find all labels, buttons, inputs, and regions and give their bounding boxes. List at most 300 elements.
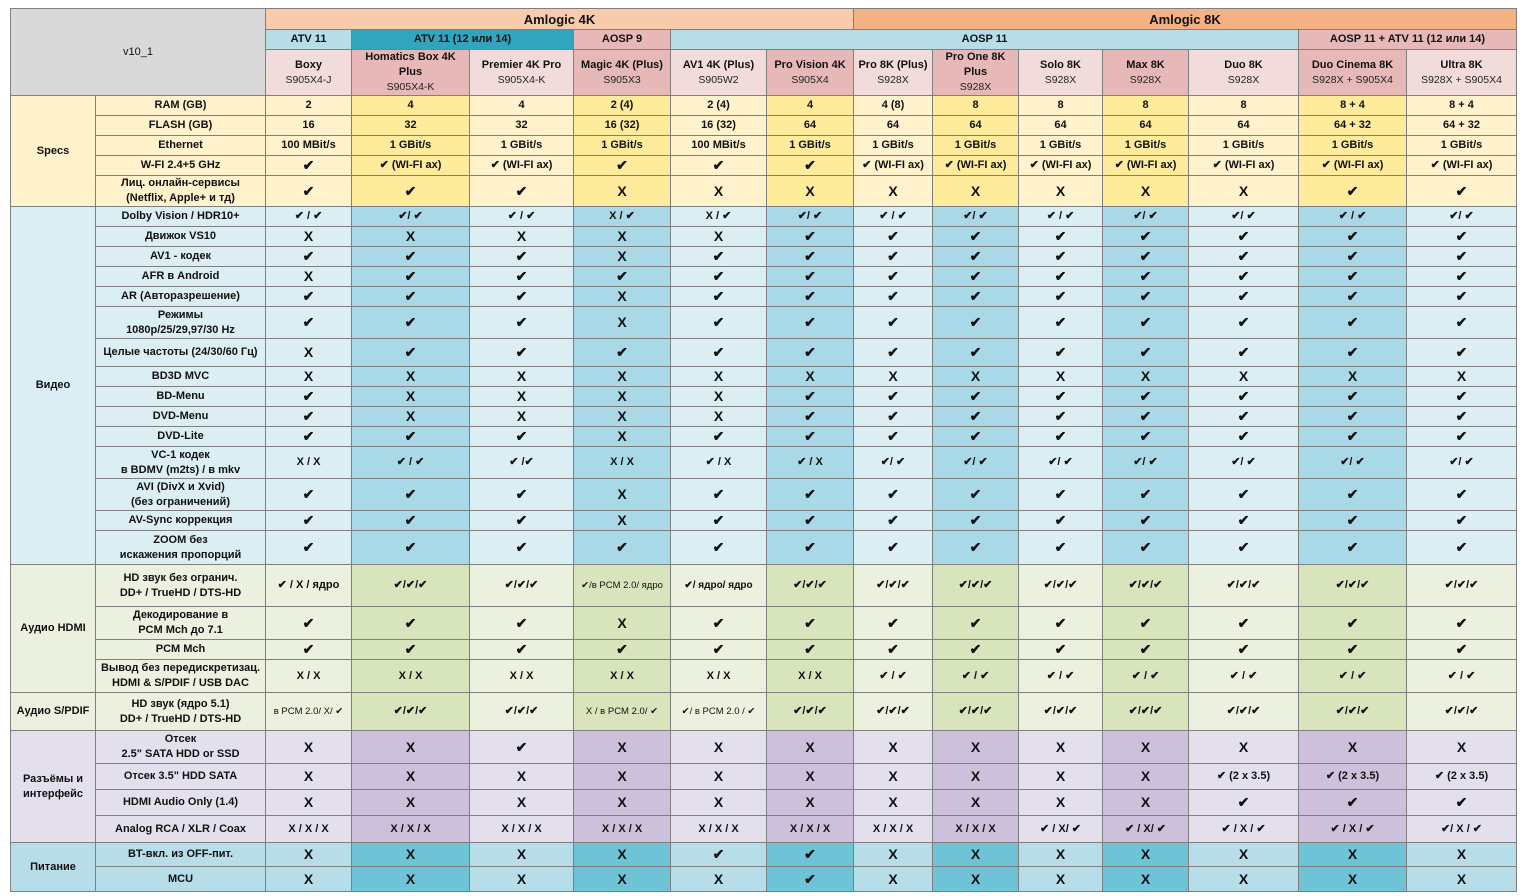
cell-value: ✔ (2 x 3.5) (1407, 764, 1517, 790)
cell-value: ✔ (1407, 427, 1517, 447)
cell-value: X (1103, 731, 1189, 764)
cell-value: X (854, 843, 933, 867)
cell-value: X / ✔ (671, 207, 767, 227)
cell-value: X (1189, 867, 1299, 892)
cell-value: ✔/✔/✔ (470, 693, 574, 731)
cell-value: ✔ (352, 479, 470, 511)
cell-value: 64 + 32 (1407, 116, 1517, 136)
cell-value: ✔ (671, 247, 767, 267)
section-label-audio (11, 565, 96, 693)
cell-value: ✔ (352, 640, 470, 660)
model-header-9 (1103, 50, 1189, 96)
cell-value: ✔ (1019, 227, 1103, 247)
row-label (96, 531, 266, 565)
cell-value: ✔ (1407, 640, 1517, 660)
cell-value: ✔ (1103, 387, 1189, 407)
row-label (96, 790, 266, 816)
cell-value: ✔ (1019, 531, 1103, 565)
cell-value: ✔ (2 x 3.5) (1299, 764, 1407, 790)
model-line2: S928X + S905X4 (1421, 73, 1502, 86)
cell-value: ✔ (1299, 607, 1407, 640)
cell-value: ✔ (470, 307, 574, 339)
cell-value: ✔ (WI-FI ax) (1299, 156, 1407, 176)
cell-value: ✔ (1103, 247, 1189, 267)
cell-value: ✔ (767, 607, 854, 640)
cell-value: ✔/✔/✔ (854, 565, 933, 607)
cell-value: ✔ (1407, 387, 1517, 407)
cell-value: ✔ (1019, 407, 1103, 427)
cell-value: 1 GBit/s (767, 136, 854, 156)
cell-value: X / X / X (671, 816, 767, 843)
cell-value: ✔ (767, 227, 854, 247)
cell-value: ✔ (767, 867, 854, 892)
cell-value: ✔ (767, 287, 854, 307)
cell-value: ✔ (767, 267, 854, 287)
cell-value: ✔ (1189, 607, 1299, 640)
cell-value: 64 (1189, 116, 1299, 136)
cell-value: ✔ / ✔ (1019, 207, 1103, 227)
cell-value: ✔ (1019, 511, 1103, 531)
model-header-3 (574, 50, 671, 96)
cell-value: X / X (574, 447, 671, 479)
cell-value: ✔ / X/ ✔ (1019, 816, 1103, 843)
cell-value: ✔/✔/✔ (352, 693, 470, 731)
row-video (11, 479, 1517, 511)
cell-value: 1 GBit/s (933, 136, 1019, 156)
row-audio (11, 565, 1517, 607)
cell-value: X (574, 227, 671, 247)
cell-value: ✔/✔/✔ (470, 565, 574, 607)
row-label-line1: W-FI 2.4+5 GHz (140, 159, 221, 171)
cell-value: ✔/ ✔ (933, 447, 1019, 479)
model-line2: S905X4-J (285, 73, 332, 86)
cell-value: ✔ (1299, 479, 1407, 511)
row-label-line1: Отсек 3.5" HDD SATA (123, 770, 238, 782)
row-label (96, 136, 266, 156)
cell-value: X (574, 387, 671, 407)
cell-value: X (574, 307, 671, 339)
cell-value: ✔ (767, 531, 854, 565)
cell-value: X (1407, 731, 1517, 764)
row-power (11, 867, 1517, 892)
cell-value: X (1299, 867, 1407, 892)
cell-value: ✔ /✔ (470, 447, 574, 479)
cell-value: ✔ (854, 307, 933, 339)
cell-value: X / X / X (933, 816, 1019, 843)
cell-value: ✔ (574, 531, 671, 565)
cell-value: ✔ (1407, 176, 1517, 207)
cell-value: ✔ (1189, 511, 1299, 531)
model-header-6 (854, 50, 933, 96)
cell-value: ✔ (1299, 407, 1407, 427)
cell-value: 1 GBit/s (1103, 136, 1189, 156)
cell-value: ✔ (854, 339, 933, 367)
cell-value: 4 (470, 96, 574, 116)
cell-value: ✔ (1299, 287, 1407, 307)
cell-value: 4 (352, 96, 470, 116)
row-label (96, 267, 266, 287)
model-header-1 (352, 50, 470, 96)
cell-value: ✔ (470, 247, 574, 267)
cell-value: X (1189, 843, 1299, 867)
cell-value: ✔ (933, 227, 1019, 247)
cell-value: ✔ (1299, 790, 1407, 816)
row-label (96, 479, 266, 511)
row-power (11, 843, 1517, 867)
cell-value: ✔ (1019, 267, 1103, 287)
row-label-line1: FLASH (GB) (148, 119, 213, 131)
cell-value: ✔ (266, 407, 352, 427)
cell-value: ✔ (1189, 640, 1299, 660)
sheet-title-cell (11, 9, 266, 96)
row-label-line1: BD3D MVC (151, 370, 210, 382)
cell-value: ✔ (470, 267, 574, 287)
row-label-line2: HDMI & S/PDIF / USB DAC (112, 677, 249, 689)
cell-value: ✔ (671, 427, 767, 447)
cell-value: ✔ (1189, 247, 1299, 267)
cell-value: ✔ (671, 479, 767, 511)
row-video (11, 511, 1517, 531)
row-label-line1: Движок VS10 (144, 230, 217, 242)
cell-value: ✔/✔/✔ (1103, 565, 1189, 607)
cell-value: ✔ (1103, 607, 1189, 640)
cell-value: X (352, 731, 470, 764)
cell-value: ✔ (266, 511, 352, 531)
group-header: Amlogic 4K (266, 9, 854, 30)
model-header-7 (933, 50, 1019, 96)
row-label (96, 287, 266, 307)
row-label-line2: в BDMV (m2ts) / в mkv (120, 463, 241, 476)
cell-value: X (1019, 367, 1103, 387)
section-label-power (11, 843, 96, 892)
cell-value: ✔ (352, 607, 470, 640)
cell-value: X (470, 367, 574, 387)
cell-value: X (470, 407, 574, 427)
cell-value: X (266, 731, 352, 764)
cell-value: 64 (933, 116, 1019, 136)
row-video (11, 307, 1517, 339)
cell-value: 64 (854, 116, 933, 136)
cell-value: ✔ (854, 640, 933, 660)
cell-value: ✔ (470, 511, 574, 531)
cell-value: ✔ (1299, 427, 1407, 447)
cell-value: X (671, 867, 767, 892)
section-label-line1: Аудио S/PDIF (16, 705, 90, 717)
cell-value: 8 (1103, 96, 1189, 116)
cell-value: ✔ (1103, 339, 1189, 367)
cell-value: ✔ (470, 531, 574, 565)
cell-value: X (574, 867, 671, 892)
cell-value: ✔/✔/✔ (854, 693, 933, 731)
cell-value: X (767, 790, 854, 816)
cell-value: ✔ (470, 731, 574, 764)
cell-value: ✔ (767, 307, 854, 339)
cell-value: ✔ (767, 339, 854, 367)
cell-value: ✔ (1299, 339, 1407, 367)
cell-value: ✔ (266, 640, 352, 660)
row-label-line1: Декодирование в (132, 609, 229, 621)
cell-value: ✔/ ✔ (1407, 207, 1517, 227)
row-label-line1: AR (Авторазрешение) (121, 290, 240, 302)
cell-value: 64 (1019, 116, 1103, 136)
cell-value: ✔ (1019, 640, 1103, 660)
cell-value: ✔ / X (767, 447, 854, 479)
cell-value: ✔ / ✔ (1407, 660, 1517, 693)
cell-value: X (1019, 790, 1103, 816)
cell-value: ✔/✔/✔ (1299, 565, 1407, 607)
cell-value: X (266, 843, 352, 867)
cell-value: ✔ / ✔ (266, 207, 352, 227)
cell-value: ✔ (1299, 267, 1407, 287)
cell-value: ✔ / ✔ (470, 207, 574, 227)
model-line2: S928X + S905X4 (1312, 73, 1393, 86)
cell-value: ✔/✔/✔ (1103, 693, 1189, 731)
row-video (11, 267, 1517, 287)
platform-header: AOSP 11 (671, 30, 1299, 50)
row-audio (11, 607, 1517, 640)
cell-value: X (671, 764, 767, 790)
row-label (96, 693, 266, 731)
section-label-video (11, 207, 96, 565)
cell-value: ✔ (1019, 307, 1103, 339)
cell-value: X (671, 790, 767, 816)
model-line1: AV1 4K (Plus) (682, 58, 755, 71)
model-line1: Homatics Box 4K Plus (365, 51, 456, 78)
cell-value: ✔/✔/✔ (1299, 693, 1407, 731)
cell-value: ✔ (671, 640, 767, 660)
cell-value: 32 (470, 116, 574, 136)
cell-value: ✔ (352, 247, 470, 267)
row-label (96, 96, 266, 116)
cell-value: ✔ (1407, 511, 1517, 531)
row-label (96, 116, 266, 136)
model-line2: S905X4-K (386, 81, 435, 93)
cell-value: X (574, 407, 671, 427)
cell-value: ✔ (470, 479, 574, 511)
model-line1: Pro Vision 4K (774, 58, 846, 71)
cell-value: 8 + 4 (1407, 96, 1517, 116)
cell-value: 4 (8) (854, 96, 933, 116)
cell-value: X (574, 367, 671, 387)
section-label-ports (11, 731, 96, 843)
cell-value: X / в PCM 2.0/ ✔ (574, 693, 671, 731)
row-label-line1: Целые частоты (24/30/60 Гц) (103, 346, 258, 358)
row-label-line1: AVI (DivX и Xvid) (136, 480, 225, 493)
cell-value: X (352, 764, 470, 790)
cell-value: X / X (266, 660, 352, 693)
cell-value: X (1019, 731, 1103, 764)
cell-value: ✔ (1019, 287, 1103, 307)
cell-value: ✔ (352, 176, 470, 207)
cell-value: X (470, 387, 574, 407)
cell-value: 1 GBit/s (854, 136, 933, 156)
cell-value: X (1407, 843, 1517, 867)
cell-value: X (933, 764, 1019, 790)
row-label (96, 387, 266, 407)
cell-value: X (574, 607, 671, 640)
cell-value: ✔ (WI-FI ax) (470, 156, 574, 176)
cell-value: X (671, 227, 767, 247)
cell-value: ✔/ ✔ (352, 207, 470, 227)
cell-value: ✔ (470, 640, 574, 660)
row-label (96, 227, 266, 247)
cell-value: ✔/ ✔ (1019, 447, 1103, 479)
cell-value: ✔ (1189, 407, 1299, 427)
cell-value: ✔ (1407, 287, 1517, 307)
section-label-audio_spdif (11, 693, 96, 731)
cell-value: ✔ (1299, 511, 1407, 531)
cell-value: X (1103, 367, 1189, 387)
cell-value: X (574, 287, 671, 307)
row-label-line1: Ethernet (158, 139, 203, 151)
cell-value: ✔ (1019, 427, 1103, 447)
cell-value: ✔ / ✔ (352, 447, 470, 479)
cell-value: X (352, 407, 470, 427)
cell-value: ✔/✔/✔ (1019, 565, 1103, 607)
cell-value: ✔ (1103, 227, 1189, 247)
row-video (11, 367, 1517, 387)
cell-value: ✔ (266, 287, 352, 307)
cell-value: X (767, 176, 854, 207)
cell-value: X (1019, 764, 1103, 790)
cell-value: X (574, 843, 671, 867)
row-video (11, 227, 1517, 247)
cell-value: X (352, 227, 470, 247)
section-label-line1: Аудио HDMI (20, 622, 86, 634)
cell-value: ✔ (933, 607, 1019, 640)
row-label-line2: (Netflix, Apple+ и тд) (126, 192, 235, 204)
cell-value: ✔ (352, 307, 470, 339)
row-label (96, 156, 266, 176)
model-header-4 (671, 50, 767, 96)
cell-value: ✔/✔/✔ (1189, 565, 1299, 607)
cell-value: ✔ (933, 511, 1019, 531)
cell-value: X (574, 427, 671, 447)
row-label (96, 607, 266, 640)
cell-value: 2 (266, 96, 352, 116)
cell-value: ✔ (767, 407, 854, 427)
cell-value: ✔ (WI-FI ax) (1103, 156, 1189, 176)
cell-value: ✔ (1299, 176, 1407, 207)
row-label-line1: BT-вкл. из OFF-пит. (127, 848, 234, 860)
cell-value: X / ✔ (574, 207, 671, 227)
cell-value: ✔ (854, 427, 933, 447)
cell-value: X (1189, 731, 1299, 764)
cell-value: ✔ (933, 267, 1019, 287)
row-audio (11, 660, 1517, 693)
cell-value: ✔ (1103, 307, 1189, 339)
cell-value: ✔ (767, 387, 854, 407)
platform-header: ATV 11 (12 или 14) (352, 30, 574, 50)
row-video (11, 427, 1517, 447)
row-label (96, 511, 266, 531)
cell-value: ✔ (WI-FI ax) (854, 156, 933, 176)
cell-value: ✔ (1407, 339, 1517, 367)
cell-value: X (671, 731, 767, 764)
model-header-10 (1189, 50, 1299, 96)
cell-value: ✔ (266, 156, 352, 176)
cell-value: ✔ (266, 387, 352, 407)
cell-value: ✔ / X / ✔ (1189, 816, 1299, 843)
cell-value: X (470, 764, 574, 790)
cell-value: X (767, 764, 854, 790)
platform-header: ATV 11 (266, 30, 352, 50)
cell-value: ✔ (1407, 790, 1517, 816)
cell-value: ✔ (767, 640, 854, 660)
section-label-line1: Видео (35, 379, 71, 391)
row-label-line1: Dolby Vision / HDR10+ (121, 210, 240, 222)
cell-value: ✔/ ✔ (854, 447, 933, 479)
model-line1: Ultra 8K (1440, 58, 1483, 71)
cell-value: 2 (4) (574, 96, 671, 116)
cell-value: X (574, 790, 671, 816)
cell-value: X (933, 176, 1019, 207)
cell-value: ✔ / ✔ (854, 660, 933, 693)
cell-value: ✔ (470, 287, 574, 307)
row-label (96, 247, 266, 267)
cell-value: ✔ (1189, 427, 1299, 447)
cell-value: ✔ (1299, 227, 1407, 247)
cell-value: ✔ (767, 247, 854, 267)
cell-value: ✔/✔/✔ (767, 565, 854, 607)
cell-value: X (933, 790, 1019, 816)
cell-value: X (933, 843, 1019, 867)
row-label (96, 867, 266, 892)
cell-value: ✔ (1299, 387, 1407, 407)
cell-value: ✔ (1299, 531, 1407, 565)
cell-value: X (1299, 843, 1407, 867)
cell-value: ✔ (1103, 531, 1189, 565)
cell-value: X (671, 387, 767, 407)
cell-value: ✔ (1407, 267, 1517, 287)
model-header-5 (767, 50, 854, 96)
cell-value: 8 + 4 (1299, 96, 1407, 116)
row-label (96, 176, 266, 207)
cell-value: X / X (266, 447, 352, 479)
cell-value: ✔ (266, 531, 352, 565)
cell-value: ✔ (854, 511, 933, 531)
cell-value: ✔ (352, 531, 470, 565)
row-specs (11, 156, 1517, 176)
row-audio (11, 640, 1517, 660)
cell-value: 4 (767, 96, 854, 116)
row-label-line1: Analog RCA / XLR / Coax (115, 822, 246, 835)
cell-value: ✔ / ✔ (933, 660, 1019, 693)
cell-value: ✔ (1407, 307, 1517, 339)
cell-value: ✔ (WI-FI ax) (933, 156, 1019, 176)
row-label (96, 640, 266, 660)
cell-value: ✔ (1019, 479, 1103, 511)
cell-value: ✔/✔/✔ (1189, 693, 1299, 731)
cell-value: ✔ (1407, 247, 1517, 267)
cell-value: X (1407, 367, 1517, 387)
model-line1: Boxy (295, 58, 322, 71)
model-line1: Max 8K (1126, 58, 1165, 71)
cell-value: ✔ (854, 407, 933, 427)
cell-value: ✔ (574, 156, 671, 176)
model-line2: S905X3 (603, 73, 641, 86)
model-line1: Magic 4K (Plus) (581, 58, 663, 71)
cell-value: X (1103, 764, 1189, 790)
cell-value: ✔ (933, 287, 1019, 307)
row-label-line1: PCM Mch (155, 643, 206, 655)
cell-value: ✔ (352, 287, 470, 307)
row-ports (11, 764, 1517, 790)
cell-value: X (470, 227, 574, 247)
cell-value: ✔ (1407, 531, 1517, 565)
cell-value: ✔ (574, 339, 671, 367)
cell-value: X (352, 387, 470, 407)
